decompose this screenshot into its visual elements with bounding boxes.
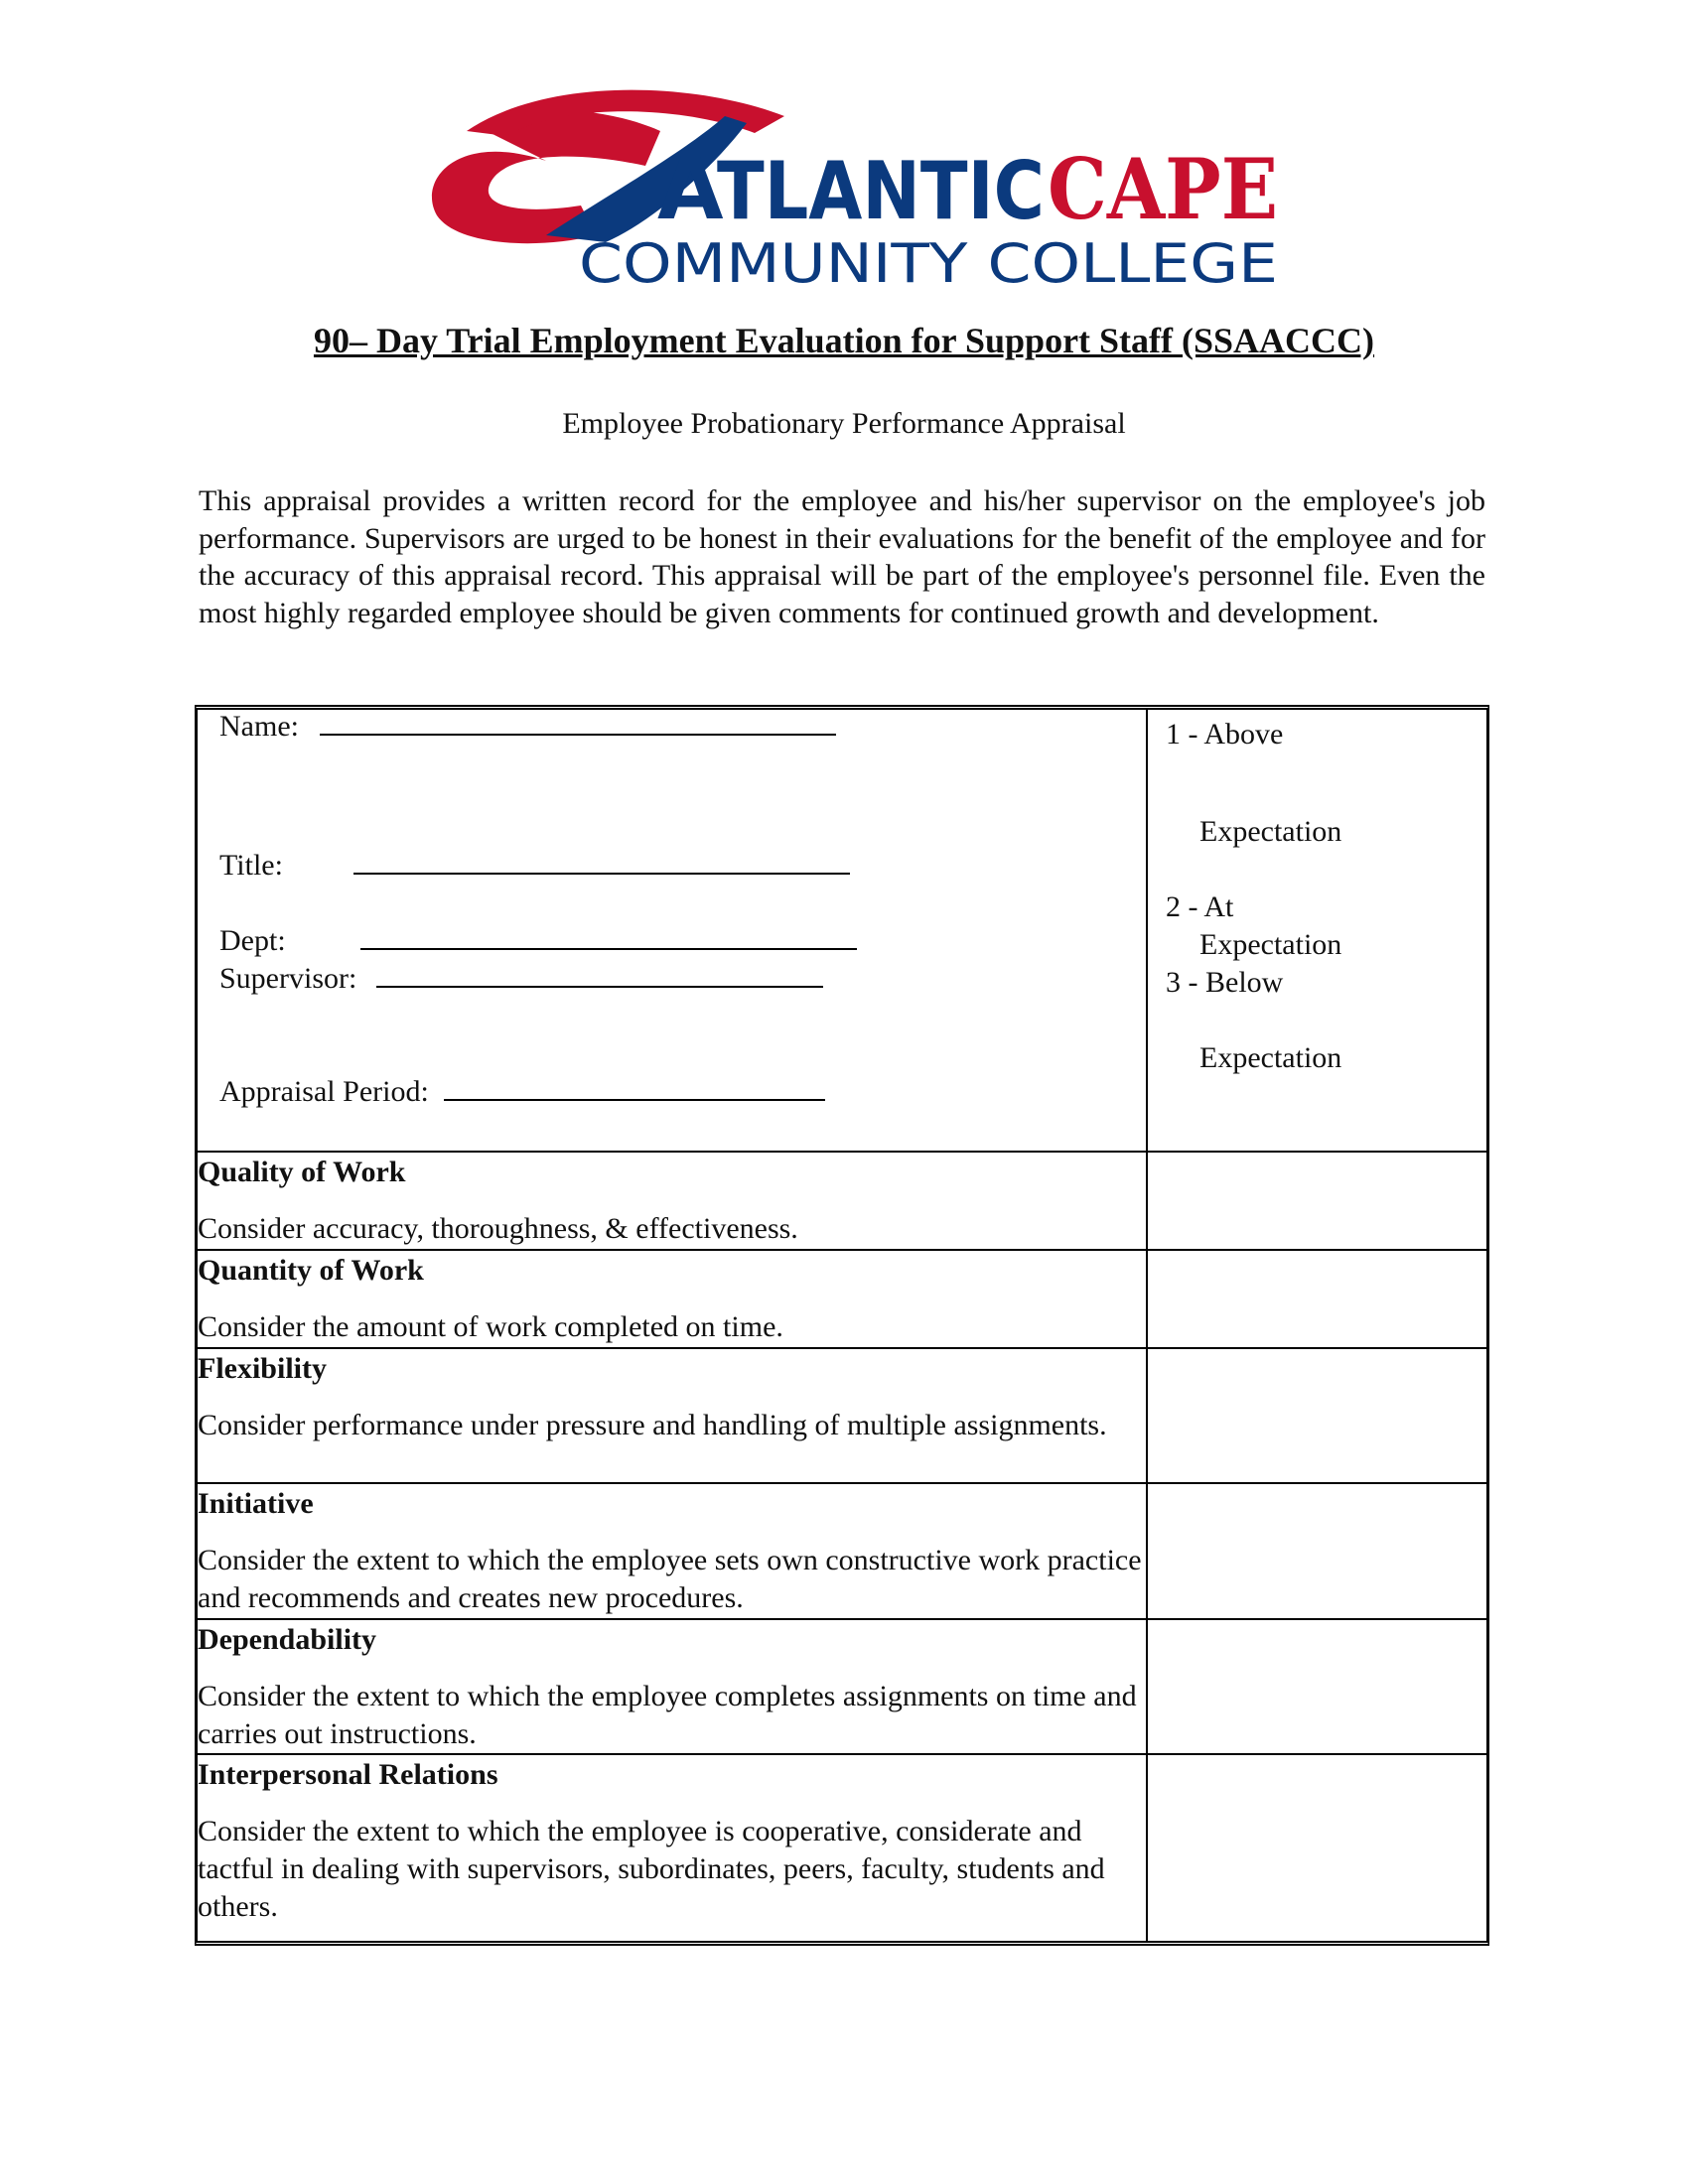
rating-key-cell [1147,710,1486,1152]
criterion-cell [198,1348,1147,1483]
rating-entry-cell[interactable] [1147,1483,1486,1619]
rating-2-number: 2 - At [1166,890,1234,923]
criterion-row-quality [198,1152,1486,1250]
rating-entry-cell[interactable] [1147,1348,1486,1483]
appraisal-form [195,705,1489,1946]
rating-key [1148,710,1486,1077]
rating-3-label: Expectation [1199,1041,1342,1074]
criterion-cell [198,1250,1147,1348]
rating-entry-cell[interactable] [1147,1619,1486,1754]
criterion-description: Consider the extent to which the employee is cooperative, considerate and tactful in dealing with supervisors, subordinates, peers, faculty, students and others. [198,1815,1105,1923]
dept-field[interactable] [219,924,857,958]
rating-entry-cell[interactable] [1147,1754,1486,1941]
criterion-description: Consider performance under pressure and handling of multiple assignments. [198,1409,1107,1441]
logo-community-college: COMMUNITY COLLEGE [579,232,1278,290]
rating-2-label: Expectation [1199,928,1342,961]
criterion-description: Consider the amount of work completed on time. [198,1310,783,1343]
appraisal-period-field[interactable] [219,1075,825,1109]
supervisor-field[interactable] [219,962,823,996]
logo-word-atlantic: TLANTIC [717,145,1045,237]
rating-entry-cell[interactable] [1147,1250,1486,1348]
criterion-row-initiative [198,1483,1486,1619]
header-row [198,710,1486,1152]
appraisal-period-blank[interactable] [444,1077,825,1101]
appraisal-table [198,710,1486,1941]
criterion-description: Consider the extent to which the employee completes assignments on time and carries out instructions. [198,1680,1137,1750]
criterion-description: Consider the extent to which the employee sets own constructive work practice and recommends and creates new procedures. [198,1544,1142,1614]
document-subtitle: Employee Probationary Performance Appraisal [562,407,1126,440]
rating-entry-cell[interactable] [1147,1152,1486,1250]
criterion-description: Consider accuracy, thoroughness, & effectiveness. [198,1212,798,1245]
logo-word-cape: CAPE [1048,140,1278,238]
rating-1-label: Expectation [1199,815,1342,848]
name-field[interactable] [219,710,836,744]
criterion-row-interpersonal [198,1754,1486,1941]
dept-label: Dept: [219,924,286,957]
criterion-title: Quality of Work [198,1156,406,1188]
employee-info-cell [198,710,1147,1152]
criterion-row-flexibility [198,1348,1486,1483]
criterion-cell [198,1619,1147,1754]
criterion-title: Interpersonal Relations [198,1758,498,1791]
criterion-cell [198,1152,1147,1250]
criterion-cell [198,1754,1147,1941]
criterion-row-dependability [198,1619,1486,1754]
rating-1-number: 1 - Above [1166,718,1284,751]
document-title: 90– Day Trial Employment Evaluation for Support Staff (SSAACCC) [313,321,1375,360]
supervisor-blank[interactable] [376,964,823,988]
criterion-row-quantity [198,1250,1486,1348]
college-logo [397,71,1291,290]
title-label: Title: [219,849,283,882]
title-blank[interactable] [353,851,850,875]
criterion-cell [198,1483,1147,1619]
supervisor-label: Supervisor: [219,962,357,995]
title-field[interactable] [219,849,850,883]
criterion-title: Dependability [198,1623,377,1656]
dept-blank[interactable] [360,926,857,950]
name-label: Name: [219,710,299,743]
rating-3-number: 3 - Below [1166,966,1284,999]
name-blank[interactable] [320,712,836,736]
appraisal-period-label: Appraisal Period: [219,1075,429,1108]
criterion-title: Initiative [198,1487,314,1520]
criterion-title: Flexibility [198,1352,327,1385]
intro-paragraph: This appraisal provides a written record for the employee and his/her supervisor on the employee's job performance. Supervisors are urged to be honest in their evaluations for the benefit of the employee and for the accuracy of this appraisal record. This appraisal will be part of the employee's personnel file. Even the most highly regarded employee should be given comments for continued growth and development. [199,484,1485,629]
logo-letter-a: A [657,140,724,239]
criterion-title: Quantity of Work [198,1254,424,1287]
